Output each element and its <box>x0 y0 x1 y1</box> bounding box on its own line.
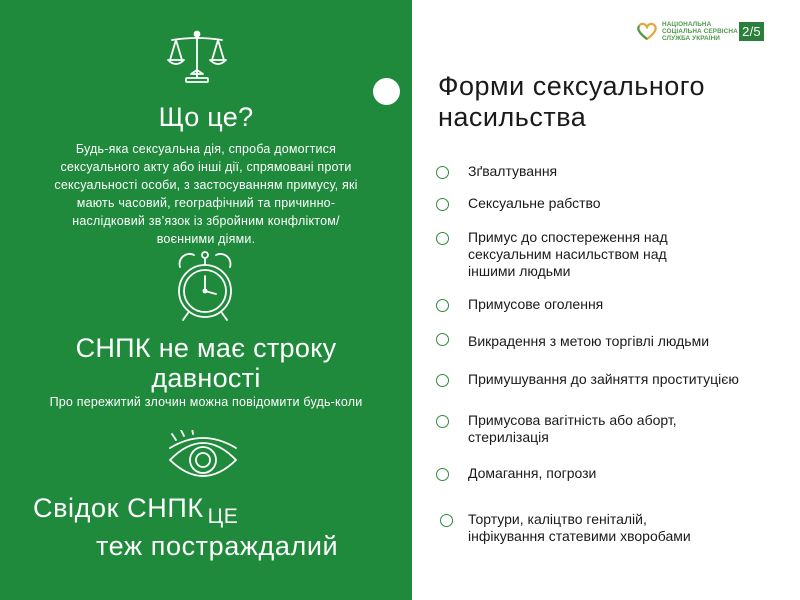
circle-bullet-icon <box>436 468 449 481</box>
logo-text <box>662 21 742 42</box>
circle-bullet-icon <box>436 374 449 387</box>
circle-bullet-icon <box>436 333 449 346</box>
forms-title-line: насильства <box>438 102 587 132</box>
circle-bullet-icon <box>440 514 453 527</box>
list-item-text: Примусове оголення <box>468 296 604 312</box>
list-item-text: інфікування статевими хворобами <box>468 528 691 544</box>
list-item-text: Сексуальне рабство <box>468 195 601 211</box>
what-line: сексуальності особи, з застосуванням примусу, які <box>54 178 358 192</box>
eye-icon <box>166 430 240 480</box>
limit-title <box>0 333 412 393</box>
what-description <box>0 140 412 248</box>
what-title: Що це? <box>158 102 254 132</box>
scales-icon <box>166 30 228 86</box>
what-line: Будь-яка сексуальна дія, спроба домогтися <box>75 142 337 156</box>
forms-title-line: Форми сексуального <box>438 71 706 101</box>
logo-line: НАЦІОНАЛЬНА <box>662 20 712 28</box>
heart-logo-icon <box>636 22 658 40</box>
list-item-text: Домагання, погрози <box>468 465 597 481</box>
circle-bullet-icon <box>436 198 449 211</box>
alarm-clock-icon <box>174 247 236 323</box>
what-line: мають часовий, географічний та причинно- <box>76 196 336 210</box>
limit-title-line: давності <box>151 363 261 393</box>
list-item-text: сексуальним насильством над <box>468 246 667 262</box>
logo-line: СОЦІАЛЬНА СЕРВІСНА <box>662 27 738 35</box>
list-item-text: Зґвалтування <box>468 163 558 179</box>
what-line: наслідковий зв’язок із збройним конфліктом/ <box>72 214 340 228</box>
witness-line1-small: ЦЕ <box>207 505 239 528</box>
white-dot <box>373 78 400 105</box>
logo-line: СЛУЖБА УКРАЇНИ <box>662 34 720 42</box>
circle-bullet-icon <box>436 415 449 428</box>
witness-line1 <box>33 493 239 528</box>
list-item-text: іншими людьми <box>468 263 571 279</box>
page-number-badge: 2/5 <box>739 22 764 41</box>
witness-line2: теж постраждалий <box>96 531 339 561</box>
limit-subtitle: Про пережитий злочин можна повідомити будь-коли <box>49 395 363 409</box>
list-item-text: Примус до спостереження над <box>468 229 668 245</box>
what-line: воєнними діями. <box>156 232 256 246</box>
list-item-text: Викрадення з метою торгівлі людьми <box>468 333 710 349</box>
nssu-logo <box>636 20 742 42</box>
what-line: сексуального акту або інші дії, спрямовані проти <box>60 160 352 174</box>
circle-bullet-icon <box>436 232 449 245</box>
list-item-text: стерилізація <box>468 429 549 445</box>
list-item-text: Тортури, каліцтво геніталій, <box>468 511 647 527</box>
limit-title-line: СНПК не має строку <box>75 333 337 363</box>
circle-bullet-icon <box>436 299 449 312</box>
list-item-text: Примусова вагітність або аборт, <box>468 412 677 428</box>
circle-bullet-icon <box>436 166 449 179</box>
list-item-text: Примушування до зайняття проституцією <box>468 371 739 387</box>
forms-title <box>438 71 778 133</box>
witness-line1-text: Свідок СНПК <box>33 493 204 523</box>
